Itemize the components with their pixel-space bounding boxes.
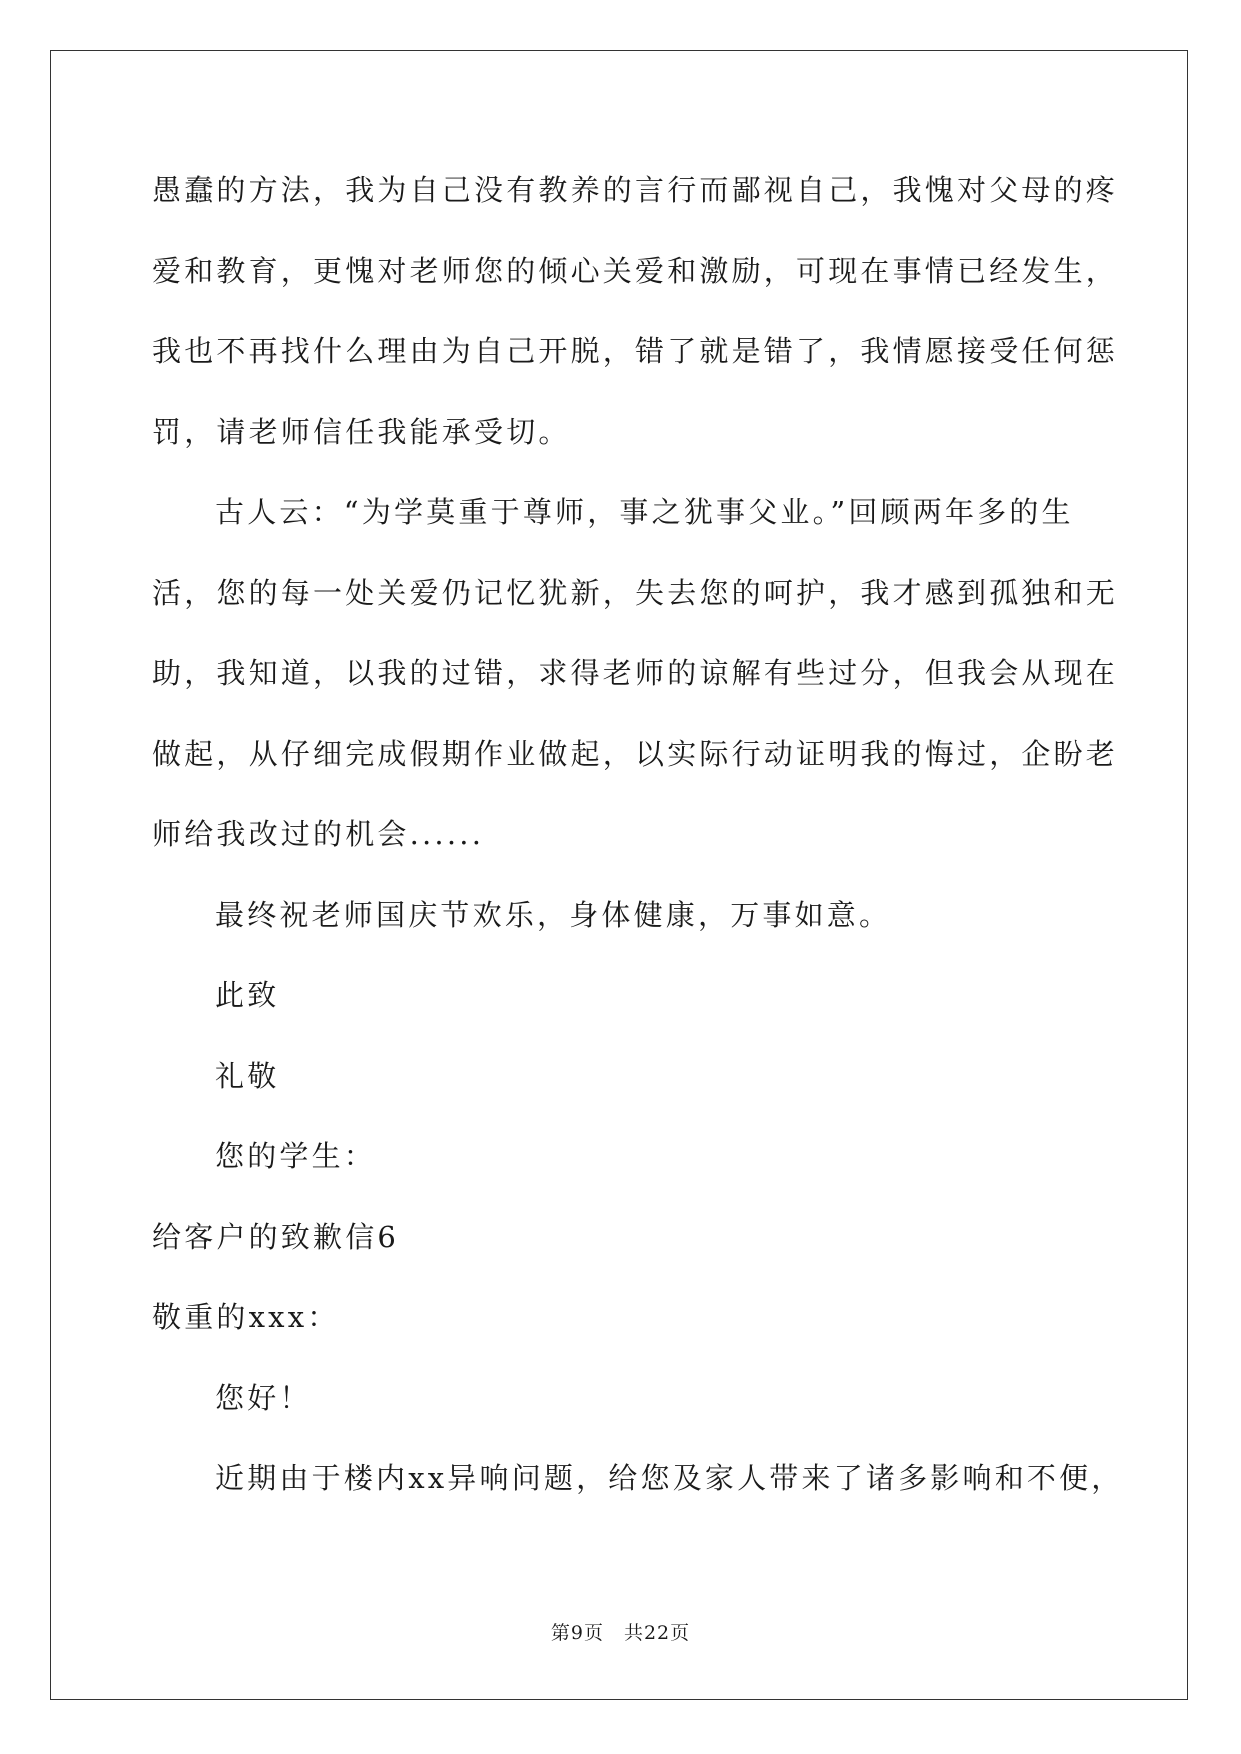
closing-regards: 礼敬 (215, 1058, 280, 1093)
page-number: 第9页 共22页 (550, 1622, 691, 1644)
text-line: 爱和教育，更愧对老师您的倾心关爱和激励，可现在事情已经发生， (152, 253, 1119, 288)
text-line: 古人云：“为学莫重于尊师，事之犹事父业。”回顾两年多的生 (215, 495, 1074, 529)
text-line: 罚，请老师信任我能承受切。 (152, 414, 571, 449)
closing-salutation: 此致 (215, 978, 280, 1012)
text-line: 近期由于楼内xx异响问题，给您及家人带来了诸多影响和不便， (215, 1461, 1124, 1495)
signature-line: 您的学生： (215, 1139, 377, 1173)
text-line: 最终祝老师国庆节欢乐，身体健康，万事如意。 (215, 897, 892, 932)
text-line: 师给我改过的机会...... (152, 817, 485, 851)
text-line: 我也不再找什么理由为自己开脱，错了就是错了，我情愿接受任何惩 (152, 334, 1119, 368)
text-line: 活，您的每一处关爱仍记忆犹新，失去您的呵护，我才感到孤独和无 (152, 575, 1119, 610)
text-line: 愚蠢的方法，我为自己没有教养的言行而鄙视自己，我愧对父母的疼 (152, 173, 1119, 207)
text-line: 助，我知道，以我的过错，求得老师的谅解有些过分，但我会从现在 (152, 656, 1119, 690)
document-body (152, 160, 1124, 1529)
text-line: 做起，从仔细完成假期作业做起，以实际行动证明我的悔过，企盼老 (152, 736, 1119, 771)
greeting-recipient: 敬重的xxx： (152, 1300, 340, 1334)
greeting-hello: 您好！ (215, 1380, 312, 1415)
section-heading: 给客户的致歉信6 (152, 1219, 400, 1254)
